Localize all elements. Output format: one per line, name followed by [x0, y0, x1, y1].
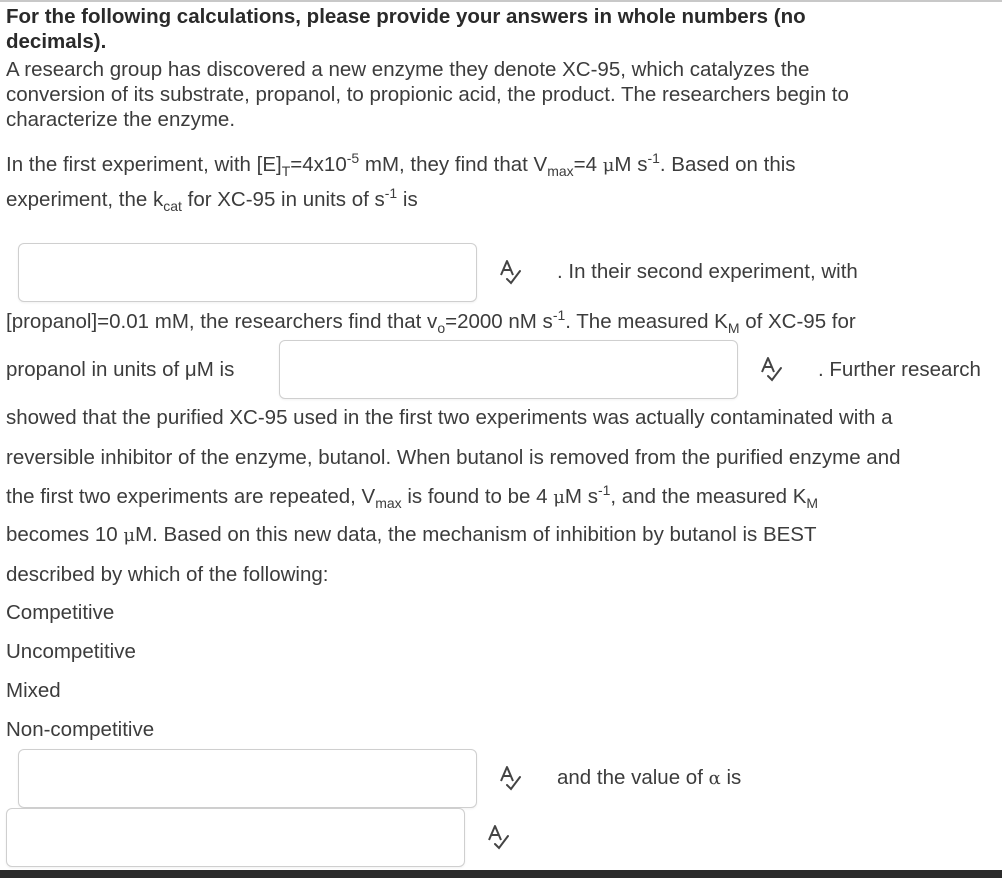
intro-line-2: conversion of its substrate, propanol, to propionic acid, the product. The researchers begin to [6, 83, 849, 106]
para3-line4 [6, 522, 817, 549]
instructions [6, 4, 806, 54]
exp2-sub-M: M [727, 320, 740, 336]
exp2-sub-o: o [437, 320, 446, 336]
text-after-kcat: . In their second experiment, with [557, 260, 858, 283]
exp1-mu: μ [602, 155, 615, 176]
exp1-sub-T: T [281, 163, 291, 179]
experiment1-line1 [6, 152, 796, 179]
kcat-answer-input[interactable] [18, 243, 477, 302]
propanol-km-label: propanol in units of μM is [6, 358, 235, 381]
exp2-text-a: [propanol]=0.01 mM, the researchers find that v [6, 310, 438, 333]
km-answer-input[interactable] [279, 340, 738, 399]
alpha-symbol: α [708, 768, 721, 789]
option-mixed: Mixed [6, 679, 61, 702]
p3-l3-d: , and the measured K [610, 485, 807, 508]
experiment2-line1 [6, 309, 856, 335]
exp1-text-b: =4x10 [290, 153, 347, 176]
spellcheck-icon[interactable] [498, 765, 522, 791]
exp2-text-d: of XC-95 for [739, 310, 856, 333]
mechanism-answer-input[interactable] [18, 749, 477, 808]
exp1-text-a: In the first experiment, with [E] [6, 153, 282, 176]
exp1-sup-neg5: -5 [346, 150, 360, 166]
p3-l3-c: M s [564, 485, 598, 508]
para3-line5: described by which of the following: [6, 563, 329, 586]
instructions-line-1: For the following calculations, please provide your answers in whole numbers (no [6, 5, 806, 28]
alpha-answer-input[interactable] [6, 808, 465, 867]
exp1-sub-max: max [547, 163, 574, 179]
p3-sup: -1 [597, 482, 611, 498]
intro-line-3: characterize the enzyme. [6, 108, 236, 131]
alpha-label [557, 765, 741, 792]
p3-sub-max: max [375, 495, 402, 511]
p3-l3-a: the first two experiments are repeated, V [6, 485, 376, 508]
para3-line2: reversible inhibitor of the enzyme, butanol. When butanol is removed from the purified enzyme and [6, 446, 901, 469]
exp1-text-e: M s [614, 153, 648, 176]
p3-mu: μ [553, 487, 565, 508]
para3-line1: showed that the purified XC-95 used in the first two experiments was actually contaminated with a [6, 406, 893, 429]
spellcheck-icon[interactable] [486, 824, 510, 850]
experiment1-line2 [6, 187, 418, 213]
spellcheck-icon[interactable] [498, 259, 522, 285]
option-competitive: Competitive [6, 601, 115, 624]
alpha-text-b: is [720, 766, 742, 789]
intro-line-1: A research group has discovered a new enzyme they denote XC-95, which catalyzes the [6, 58, 810, 81]
para3-line3 [6, 484, 818, 511]
exp2-sup: -1 [552, 307, 566, 323]
exp1-sub-cat: cat [163, 198, 182, 214]
p3-l3-b: is found to be 4 [401, 485, 554, 508]
exp1-l2-c: is [397, 188, 418, 211]
p3-l4-a: becomes 10 [6, 523, 124, 546]
option-uncompetitive: Uncompetitive [6, 640, 136, 663]
bottom-bar [0, 870, 1002, 878]
option-non-competitive: Non-competitive [6, 718, 155, 741]
top-divider [0, 0, 1002, 2]
exp1-l2-a: experiment, the k [6, 188, 164, 211]
exp2-text-b: =2000 nM s [445, 310, 553, 333]
exp1-l2-b: for XC-95 in units of s [181, 188, 385, 211]
exp1-text-d: =4 [573, 153, 603, 176]
spellcheck-icon[interactable] [759, 356, 783, 382]
p3-sub-M: M [806, 495, 819, 511]
instructions-line-2: decimals). [6, 30, 107, 53]
intro-paragraph [6, 57, 849, 132]
exp1-l2-sup: -1 [384, 185, 398, 201]
text-after-km: . Further research [818, 358, 981, 381]
exp1-text-c: mM, they find that V [359, 153, 548, 176]
exp1-sup-neg1: -1 [647, 150, 660, 166]
exp2-text-c: . The measured K [565, 310, 728, 333]
exp1-text-f: . Based on this [659, 153, 796, 176]
p3-l4-mu: μ [123, 525, 136, 546]
alpha-text-a: and the value of [557, 766, 709, 789]
p3-l4-b: M. Based on this new data, the mechanism of inhibition by butanol is BEST [135, 523, 817, 546]
